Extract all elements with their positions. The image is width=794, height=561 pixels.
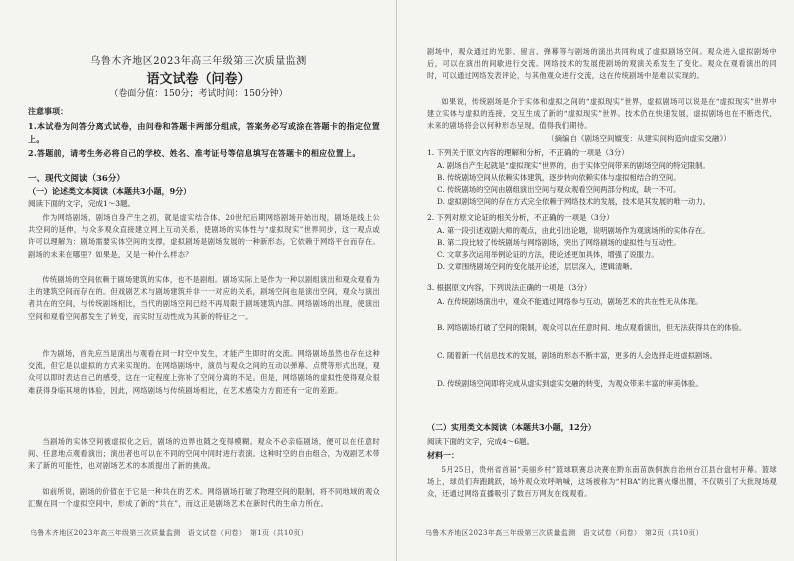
subsection-heading-1: （一）论述类文本阅读（本题共3小题，9分） xyxy=(28,186,192,196)
notice-item-1: 1.本试卷为问答分离式试卷，由问卷和答题卡两部分组成，答案务必写或涂在答题卡的指定位置上。 xyxy=(28,121,380,144)
exam-title: 乌鲁木齐地区2023年高三年级第三次质量监测 xyxy=(90,56,307,67)
passage-paragraph: 传统剧场的空间依赖于剧场建筑的实体，也不是剧组。剧场实际上是作为一种以剧组演出和观众观看为主的建筑空间而存在的。但戏剧艺术与剧场建筑并非一一对应的关系，剧场空间也是演出空间，观众与演出者共在的空间，与传统剧场相比，当代的剧场空间已经不再局限于剧场建筑内部。网络剧场的出现，使演出空间和观看空间都发生了转变，而实时互动性成为其新的特征之一。 xyxy=(28,275,380,321)
instruction: 阅读下面的文字，完成4～6题。 xyxy=(427,437,535,446)
notice-item-2: 2.答题前，请考生务必将自己的学校、姓名、准考证号等信息填写在答题卡的相应位置上。 xyxy=(28,148,361,158)
passage-paragraph: 如前所说，剧场的价值在于它是一种共在的艺术。网络剧场打破了物理空间的限制，将不同地域的观众汇聚在同一个虚拟空间中，形成了新的“共在”，而这正是剧场艺术在新时代的生命力所在。 xyxy=(28,487,380,509)
option-a: A. 剧场自产生起就是“虚拟现实”世界的，由于实体空间带来的剧场空间的特定限制。 xyxy=(437,161,710,170)
passage-paragraph: 剧场中，观众通过的光影、留言、弹幕等与剧场的演出共同构成了虚拟剧场空间。观众进入虚拟剧场中后，可以在演出的间歇进行交流。网络技术的发展使剧场的观演关系发生了变化。观众在观看演出的同时，可以通过网络发表评论，与其他观众进行交流，这在传统剧场中是难以实现的。 xyxy=(427,47,777,81)
option-b: B. 第二段比较了传统剧场与网络剧场，突出了网络剧场的虚拟性与互动性。 xyxy=(437,238,681,247)
option-c: C. 随着新一代信息技术的发展，剧场的形态不断丰富，更多的人会选择走进虚拟剧场。 xyxy=(437,351,717,360)
question-1: 1. 下列关于原文内容的理解和分析，不正确的一项是（3分） xyxy=(427,148,629,157)
option-d: D. 文章围绕剧场空间的变化展开论述，层层深入，逻辑清晰。 xyxy=(437,262,637,271)
passage-paragraph: 作为网络剧场，剧场自身产生之初，就是虚实结合体。20世纪后期网络剧场开始出现，剧场是线上公共空间的延伸，与众多观众直接建立网上互动关系，使剧场的实体性与“虚拟现实”世界同步，这一观点或许可以理解为：剧场需要实体空间的支撑，虚拟剧场是剧场发展的一种新形态，它依赖于网络平台而存在。剧场的未来在哪里？如果是，又是一种什么样态？ xyxy=(28,213,380,259)
passage-paragraph: 如果说，传统剧场是介于实体和虚拟之间的“虚拟现实”世界，虚拟剧场可以说是在“虚拟现实”世界中建立实体与虚拟的连接，交互生成了新的“虚拟现实”世界。技术仍在快速发展，虚拟剧场也在不断迭代，未来的剧场将会以何种形态呈现，值得我们期待。 xyxy=(427,97,777,131)
option-d: D. 虚拟剧场空间的存在方式完全依赖于网络技术的发展，技术是其发展的唯一动力。 xyxy=(437,197,710,206)
material-label: 材料一： xyxy=(427,450,459,460)
subsection-heading-2: （二）实用类文本阅读（本题共3小题，12分） xyxy=(427,422,596,432)
question-3: 3. 根据原文内容，下列说法正确的一项是（3分） xyxy=(427,283,592,292)
page-footer: 乌鲁木齐地区2023年高三年级第三次质量监测 语文试卷（问卷） 第1页（共10页） xyxy=(30,529,308,537)
material-paragraph: 5月25日，贵州省首届“美丽乡村”篮球联赛总决赛在黔东南苗族侗族自治州台江县台盘村开幕。篮球场上，球员们奔跑跳跃，场外观众欢呼呐喊，这场被称为“村BA”的比赛火爆出圈，不仅吸引了大批现场观众，还通过网络直播吸引了数百万网友在线观看。 xyxy=(427,465,777,499)
option-b: B. 网络剧场打破了空间的限制，观众可以在任意时间、地点观看演出，但无法获得共在的体验。 xyxy=(437,323,747,332)
passage-paragraph: 作为剧场，首先应当是演出与观看在同一时空中发生，才能产生即时的交流。网络剧场虽然也存在这种交流，但它是以虚拟的方式来实现的。在网络剧场中，演员与观众之间的互动以弹幕、点赞等形式出现，观众可以即时表达自己的感受，这在一定程度上弥补了空间分离的不足。但是，网络剧场的虚拟性使得观众很难获得身临其境的体验，因此，网络剧场与传统剧场相比，在艺术感染力方面还有一定的差距。 xyxy=(28,349,380,395)
right-page xyxy=(397,0,794,561)
question-2: 2. 下列对原文论证的相关分析，不正确的一项是（3分） xyxy=(427,213,614,222)
option-c: C. 传统剧场的空间由剧组演出空间与观众观看空间两部分构成，缺一不可。 xyxy=(437,185,681,194)
option-a: A. 第一段引述戏剧大师的观点，由此引出论题，说明剧场作为观演场所的实体存在。 xyxy=(437,226,710,235)
option-b: B. 传统剧场空间从依赖实体建筑，逐步转向依赖实体与虚拟相结合的空间。 xyxy=(437,173,681,182)
section-heading-1: 一、现代文阅读（36分） xyxy=(28,174,125,184)
passage-source: （摘编自《剧场空间嬗变：从建实间构造向虚实交融》） xyxy=(547,134,731,143)
passage-paragraph: 当剧场的实体空间被虚拟化之后，剧场的边界也随之变得模糊。观众不必亲临剧场，便可以在任意时间、任意地点观看演出；演出者也可以在不同的空间中同时进行表演。这种时空的自由组合，为戏剧艺术带来了新的可能性，也对剧场艺术的本质提出了新的挑战。 xyxy=(28,437,380,471)
option-d: D. 传统剧场空间即将完成从虚实到虚实交融的转变，为观众带来丰富的审美体验。 xyxy=(437,379,703,388)
paper-title: 语文试卷（问卷） xyxy=(146,72,251,87)
option-c: C. 文章多次运用举例论证的方法，使论述更加具体，增强了说服力。 xyxy=(437,250,659,259)
instruction: 阅读下面的文字，完成1～3题。 xyxy=(28,199,136,208)
option-a: A. 在传统剧场演出中，观众不能通过网络参与互动，剧场艺术的共在性无从体现。 xyxy=(437,297,703,306)
page-footer: 乌鲁木齐地区2023年高三年级第三次质量监测 语文试卷（问卷） 第2页（共10页） xyxy=(425,529,703,537)
score-line: （卷面分值：150分；考试时间：150分钟） xyxy=(109,89,288,99)
notice-heading: 注意事项： xyxy=(28,106,68,116)
